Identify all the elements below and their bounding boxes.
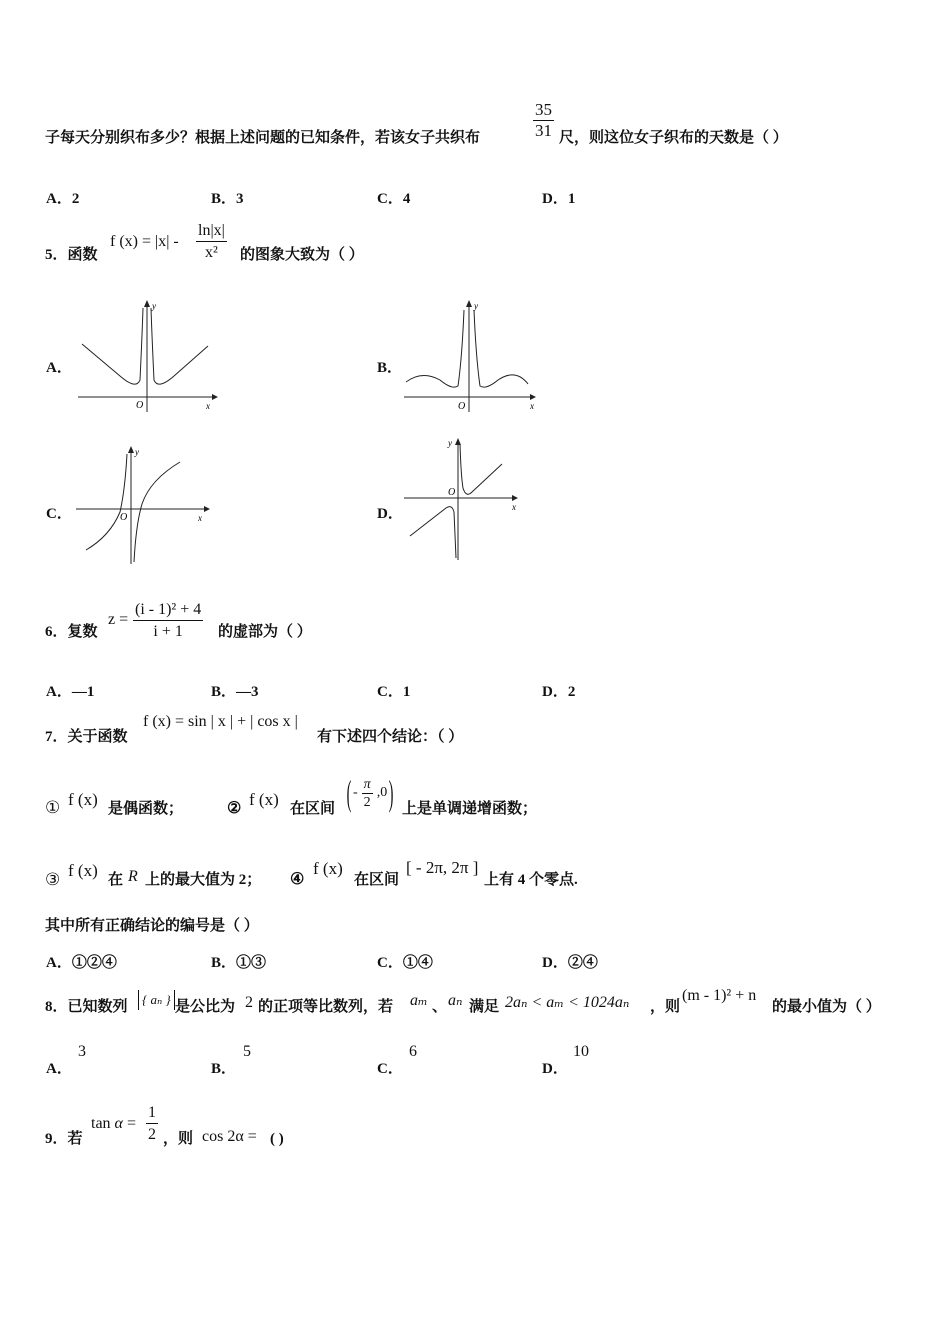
graph-c-left-curve: [86, 454, 127, 550]
q4-frac-den: 31: [535, 121, 552, 140]
q7-s1-text: 是偶函数；: [108, 801, 184, 817]
q9-text-a: ，则: [163, 1131, 194, 1147]
q4-option-a[interactable]: A．2: [46, 191, 80, 207]
q5-frac-num: ln|x|: [196, 220, 227, 242]
q5-graph-label-c[interactable]: C．: [46, 506, 72, 522]
q7-option-a[interactable]: A．①②④: [46, 955, 117, 971]
q8-expr: (m - 1)² + n: [682, 987, 757, 1004]
q6-fraction: [133, 599, 203, 642]
q8-suffix: 的最小值为（ ）: [772, 999, 881, 1015]
q8-option-c[interactable]: C．: [377, 1061, 403, 1077]
graph-b-right-curve: [474, 310, 528, 387]
graph-d-x-label: x: [512, 502, 516, 512]
q5-graph-label-a[interactable]: A．: [46, 360, 72, 376]
q6-frac-den: i + 1: [153, 623, 183, 640]
graph-d-right-curve: [460, 444, 502, 494]
q7-s1-mark: ①: [45, 798, 61, 817]
q7-s3-func: f (x): [68, 861, 98, 880]
q6-option-b[interactable]: B．—3: [211, 684, 259, 700]
graph-a-y-label: y: [152, 301, 156, 311]
q9-fraction: [146, 1102, 158, 1145]
q8-text-a: 是公比为: [175, 999, 236, 1015]
q7-question: 其中所有正确结论的编号是（ ）: [45, 918, 259, 934]
q7-s2-func: f (x): [249, 790, 279, 809]
q8-option-a-value: 3: [78, 1043, 86, 1060]
q5-graph-label-d[interactable]: D．: [377, 506, 403, 522]
q6-prefix: 6．复数: [45, 624, 98, 640]
q9-lhs: tan α =: [91, 1115, 136, 1132]
q6-suffix: 的虚部为（ ）: [218, 624, 312, 640]
graph-c-x-label: x: [198, 513, 202, 523]
graph-d-origin: O: [448, 487, 456, 498]
q7-s3-text-b: 上的最大值为 2；: [145, 872, 262, 888]
q7-option-b[interactable]: B．①③: [211, 955, 267, 971]
graph-c-right-curve: [134, 462, 180, 562]
q8-am: aₘ: [410, 992, 428, 1009]
q8-sep: 、: [432, 999, 448, 1015]
graph-a-origin: O: [136, 400, 144, 411]
q5-graph-a[interactable]: [70, 298, 230, 418]
graph-b-left-curve: [406, 310, 464, 387]
q7-s2-text-b: 上是单调递增函数；: [402, 801, 538, 817]
q5-prefix: 5．函数: [45, 247, 98, 263]
graph-b-x-label: x: [530, 401, 534, 411]
q8-text-d: ，则: [650, 999, 681, 1015]
q6-frac-num: (i - 1)² + 4: [133, 599, 203, 621]
q7-s2-interval-minus: -: [353, 785, 358, 800]
graph-a-right-curve: [151, 308, 208, 384]
q9-prefix: 9．若: [45, 1131, 83, 1147]
q8-option-c-value: 6: [409, 1043, 417, 1060]
graph-c-origin: O: [120, 512, 128, 523]
graph-b-y-axis: [466, 300, 472, 412]
q6-option-c[interactable]: C．1: [377, 684, 411, 700]
graph-d-left-curve: [410, 507, 456, 558]
graph-a-x-label: x: [206, 401, 210, 411]
q5-graph-d[interactable]: [400, 436, 530, 566]
q8-text-b: 的正项等比数列，若: [258, 999, 394, 1015]
q7-s2-interval: ( - $\frac{\pi}{2}$ ,0 ): [346, 773, 394, 813]
q7-s2-frac-num: π: [363, 776, 371, 792]
q7-s2-interval-right: ,0: [376, 785, 388, 800]
q7-suffix: 有下述四个结论：（ ）: [317, 729, 464, 745]
graph-b-origin: O: [458, 401, 466, 412]
q7-option-c[interactable]: C．①④: [377, 955, 433, 971]
graph-a-left-curve: [82, 308, 143, 384]
graph-c-x-axis: [76, 506, 210, 512]
q7-s2-text-a: 在区间: [290, 801, 336, 817]
q5-func-lhs: f (x) = |x| -: [110, 233, 179, 250]
graph-c-y-axis: [128, 446, 134, 564]
q8-ratio: 2: [245, 994, 253, 1011]
q5-fraction: [196, 220, 227, 263]
q7-s4-func: f (x): [313, 859, 343, 878]
graph-b-y-label: y: [474, 301, 478, 311]
graph-b-x-axis: [404, 394, 536, 400]
q5-frac-den: x²: [205, 244, 218, 261]
q7-s3-mark: ③: [45, 870, 61, 889]
q5-suffix: 的图象大致为（ ）: [240, 247, 364, 263]
q5-graph-label-b[interactable]: B．: [377, 360, 403, 376]
q5-graph-c[interactable]: [70, 440, 220, 570]
q7-s3-text-a: 在: [108, 872, 124, 888]
q8-seq: { aₙ }: [138, 990, 175, 1010]
q9-suffix: ( ): [270, 1131, 284, 1147]
q7-s4-text-a: 在区间: [354, 872, 400, 888]
graph-d-x-axis: [404, 495, 518, 501]
q7-prefix: 7．关于函数: [45, 729, 128, 745]
q6-option-d[interactable]: D．2: [542, 684, 576, 700]
q7-s3-var: R: [128, 868, 138, 885]
q8-option-b[interactable]: B．: [211, 1061, 237, 1077]
graph-a-y-axis: [144, 300, 150, 412]
q8-ineq: 2aₙ < aₘ < 1024aₙ: [505, 994, 630, 1011]
q8-prefix: 8．已知数列: [45, 999, 128, 1015]
q9-frac-num: 1: [146, 1102, 158, 1124]
q7-func: f (x) = sin | x | + | cos x |: [143, 713, 298, 730]
q4-option-d[interactable]: D．1: [542, 191, 576, 207]
graph-d-y-label: y: [448, 438, 452, 448]
q7-s4-text-b: 上有 4 个零点.: [484, 872, 578, 888]
graph-a-x-axis: [78, 394, 218, 400]
q9-expr: cos 2α =: [202, 1128, 257, 1145]
q4-text-part2: 尺，则这位女子织布的天数是（ ）: [559, 130, 788, 146]
q8-an: aₙ: [448, 992, 463, 1009]
q6-option-a[interactable]: A．—1: [46, 684, 95, 700]
q6-lhs: z =: [108, 611, 129, 628]
q4-text-part1: 子每天分别织布多少？根据上述问题的已知条件，若该女子共织布: [45, 130, 481, 146]
q7-s2-mark: ②: [227, 800, 242, 817]
graph-c-y-label: y: [135, 447, 139, 457]
q8-option-d[interactable]: D．: [542, 1061, 568, 1077]
q5-graph-b[interactable]: [400, 298, 545, 418]
q8-option-b-value: 5: [243, 1043, 251, 1060]
q4-fraction: [533, 100, 554, 141]
q7-s4-interval: [ - 2π, 2π ]: [406, 858, 479, 877]
q8-option-a[interactable]: A．: [46, 1061, 72, 1077]
q4-frac-num: 35: [535, 100, 552, 119]
q4-option-c[interactable]: C．4: [377, 191, 411, 207]
q8-text-c: 满足: [469, 999, 500, 1015]
q7-option-d[interactable]: D．②④: [542, 955, 598, 971]
q7-s4-mark: ④: [290, 871, 305, 888]
q9-frac-den: 2: [148, 1126, 156, 1143]
q7-s1-func: f (x): [68, 790, 98, 809]
q8-option-d-value: 10: [573, 1043, 589, 1060]
q4-option-b[interactable]: B．3: [211, 191, 244, 207]
q7-s2-frac-den: 2: [363, 794, 371, 810]
